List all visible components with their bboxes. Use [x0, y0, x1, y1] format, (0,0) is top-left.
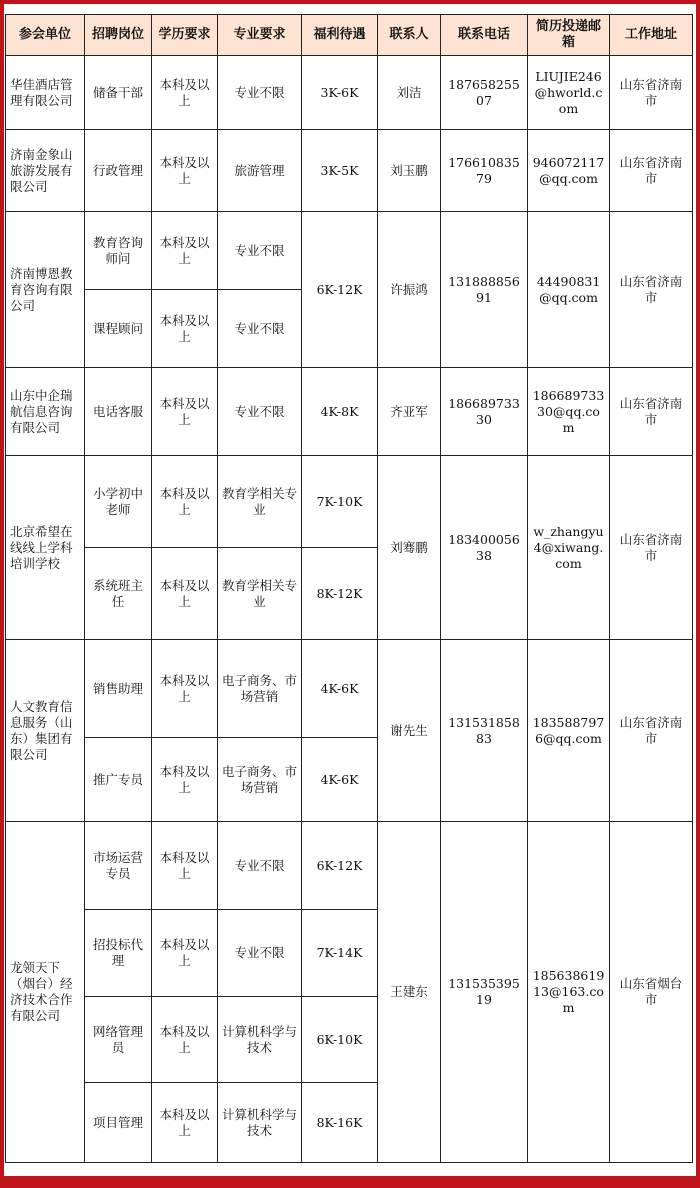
work-address: 山东省济南市: [610, 56, 693, 130]
job-position: 推广专员: [85, 738, 152, 822]
job-education: 本科及以上: [152, 640, 218, 738]
job-salary: 4K-8K: [302, 368, 378, 456]
table-row: [6, 456, 693, 548]
job-major: 教育学相关专业: [218, 548, 302, 640]
company-name: 人文教育信息服务（山东）集团有限公司: [6, 640, 85, 822]
job-major: 电子商务、市场营销: [218, 738, 302, 822]
job-education: 本科及以上: [152, 910, 218, 997]
header-address: 工作地址: [610, 15, 693, 56]
job-major: 专业不限: [218, 212, 302, 290]
contact-person: 刘骞鹏: [378, 456, 441, 640]
job-major: 计算机科学与技术: [218, 997, 302, 1083]
job-position: 项目管理: [85, 1083, 152, 1163]
table-row: [6, 822, 693, 910]
header-salary: 福利待遇: [302, 15, 378, 56]
contact-email: 18668973330@qq.com: [528, 368, 610, 456]
header-email: 简历投递邮箱: [528, 15, 610, 56]
job-position: 招投标代理: [85, 910, 152, 997]
contact-email: LIUJIE246@hworld.com: [528, 56, 610, 130]
job-salary: 4K-6K: [302, 738, 378, 822]
recruitment-table: [5, 14, 693, 1163]
company-name: 济南金象山旅游发展有限公司: [6, 130, 85, 212]
work-address: 山东省济南市: [610, 368, 693, 456]
job-education: 本科及以上: [152, 212, 218, 290]
job-education: 本科及以上: [152, 1083, 218, 1163]
job-education: 本科及以上: [152, 738, 218, 822]
table-row: [6, 368, 693, 456]
job-position: 储备干部: [85, 56, 152, 130]
job-salary: 6K-12K: [302, 212, 378, 368]
job-education: 本科及以上: [152, 56, 218, 130]
job-salary: 4K-6K: [302, 640, 378, 738]
table-row: [6, 640, 693, 738]
contact-person: 刘洁: [378, 56, 441, 130]
contact-person: 刘玉鹏: [378, 130, 441, 212]
job-major: 专业不限: [218, 56, 302, 130]
job-position: 教育咨询师问: [85, 212, 152, 290]
job-position: 电话客服: [85, 368, 152, 456]
table-row: [6, 212, 693, 290]
table-row: [6, 130, 693, 212]
company-name: 济南博恩教育咨询有限公司: [6, 212, 85, 368]
contact-phone: 13153185883: [441, 640, 528, 822]
contact-email: 946072117@qq.com: [528, 130, 610, 212]
header-major: 专业要求: [218, 15, 302, 56]
job-position: 系统班主任: [85, 548, 152, 640]
company-name: 华佳酒店管理有限公司: [6, 56, 85, 130]
contact-phone: 18340005638: [441, 456, 528, 640]
work-address: 山东省烟台市: [610, 822, 693, 1163]
contact-email: 1835887976@qq.com: [528, 640, 610, 822]
job-salary: 7K-14K: [302, 910, 378, 997]
job-salary: 3K-5K: [302, 130, 378, 212]
job-education: 本科及以上: [152, 997, 218, 1083]
company-name: 北京希望在线线上学科培训学校: [6, 456, 85, 640]
job-salary: 8K-16K: [302, 1083, 378, 1163]
header-row: [6, 15, 693, 56]
job-education: 本科及以上: [152, 290, 218, 368]
job-major: 电子商务、市场营销: [218, 640, 302, 738]
contact-phone: 18668973330: [441, 368, 528, 456]
job-major: 计算机科学与技术: [218, 1083, 302, 1163]
header-phone: 联系电话: [441, 15, 528, 56]
contact-email: 44490831@qq.com: [528, 212, 610, 368]
header-contact: 联系人: [378, 15, 441, 56]
job-position: 市场运营专员: [85, 822, 152, 910]
work-address: 山东省济南市: [610, 212, 693, 368]
contact-email: w_zhangyu4@xiwang.com: [528, 456, 610, 640]
table-row: [6, 56, 693, 130]
header-company: 参会单位: [6, 15, 85, 56]
job-salary: 6K-12K: [302, 822, 378, 910]
job-education: 本科及以上: [152, 456, 218, 548]
job-salary: 6K-10K: [302, 997, 378, 1083]
job-education: 本科及以上: [152, 368, 218, 456]
contact-email: 18563861913@163.com: [528, 822, 610, 1163]
job-salary: 3K-6K: [302, 56, 378, 130]
job-position: 行政管理: [85, 130, 152, 212]
contact-phone: 18765825507: [441, 56, 528, 130]
work-address: 山东省济南市: [610, 456, 693, 640]
job-salary: 7K-10K: [302, 456, 378, 548]
job-education: 本科及以上: [152, 130, 218, 212]
job-major: 专业不限: [218, 910, 302, 997]
job-salary: 8K-12K: [302, 548, 378, 640]
job-education: 本科及以上: [152, 548, 218, 640]
header-position: 招聘岗位: [85, 15, 152, 56]
job-position: 课程顾问: [85, 290, 152, 368]
contact-person: 许振鸿: [378, 212, 441, 368]
contact-phone: 13153539519: [441, 822, 528, 1163]
work-address: 山东省济南市: [610, 640, 693, 822]
bottom-border: [0, 1176, 700, 1188]
contact-person: 齐亚军: [378, 368, 441, 456]
job-major: 教育学相关专业: [218, 456, 302, 548]
company-name: 山东中企瑞航信息咨询有限公司: [6, 368, 85, 456]
job-position: 小学初中老师: [85, 456, 152, 548]
work-address: 山东省济南市: [610, 130, 693, 212]
job-position: 销售助理: [85, 640, 152, 738]
contact-phone: 13188885691: [441, 212, 528, 368]
contact-phone: 17661083579: [441, 130, 528, 212]
company-name: 龙领天下（烟台）经济技术合作有限公司: [6, 822, 85, 1163]
header-education: 学历要求: [152, 15, 218, 56]
job-major: 旅游管理: [218, 130, 302, 212]
job-position: 网络管理员: [85, 997, 152, 1083]
contact-person: 王建东: [378, 822, 441, 1163]
contact-person: 谢先生: [378, 640, 441, 822]
job-major: 专业不限: [218, 290, 302, 368]
job-education: 本科及以上: [152, 822, 218, 910]
job-major: 专业不限: [218, 822, 302, 910]
job-major: 专业不限: [218, 368, 302, 456]
